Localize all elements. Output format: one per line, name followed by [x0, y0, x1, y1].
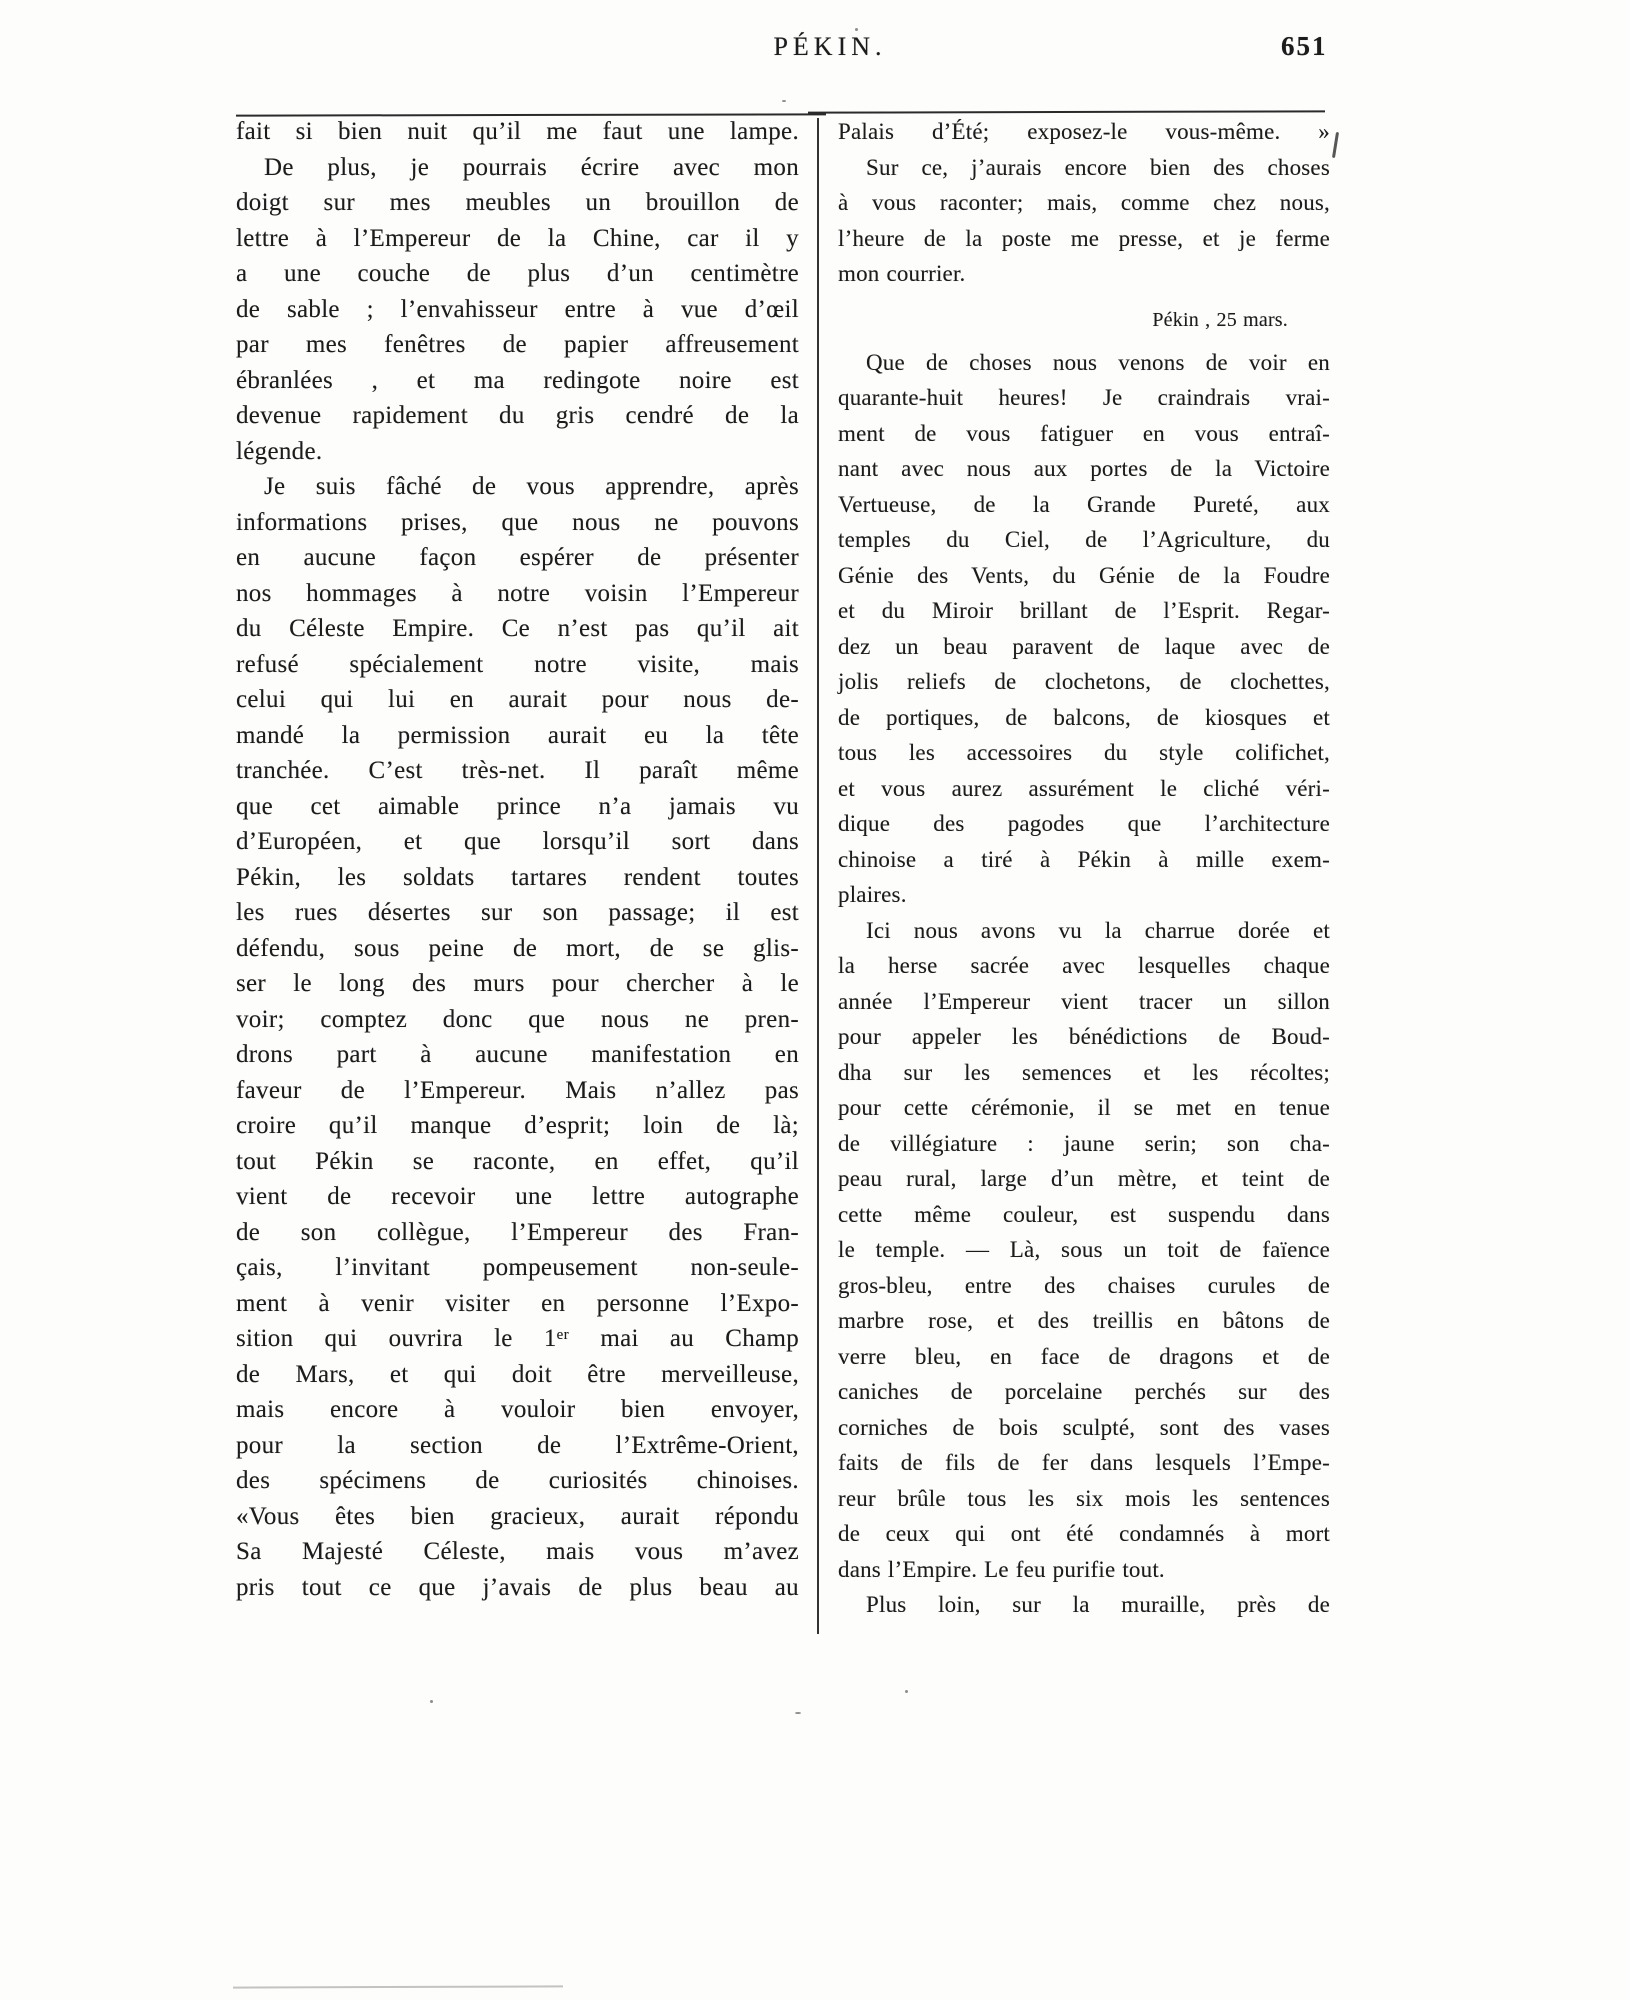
- text-line: Sa Majesté Céleste, mais vous m’avez: [236, 1538, 799, 1565]
- text-line: la herse sacrée avec lesquelles chaque: [838, 953, 1330, 978]
- text-line: peau rural, large d’un mètre, et teint de: [838, 1166, 1330, 1191]
- text-line: défendu, sous peine de mort, de se glis-: [236, 934, 799, 962]
- text-line: de Mars, et qui doit être merveilleuse,: [236, 1360, 799, 1388]
- text-line: en aucune façon espérer de présenter: [236, 544, 799, 571]
- text-line: devenue rapidement du gris cendré de la: [236, 402, 799, 429]
- text-line: nant avec nous aux portes de la Victoire: [838, 456, 1330, 481]
- text-line: caniches de porcelaine perchés sur des: [838, 1379, 1330, 1404]
- ink-speck: [795, 1712, 801, 1714]
- text-line: l’heure de la poste me presse, et je ferme: [838, 225, 1330, 251]
- text-line: dique des pagodes que l’architecture: [838, 811, 1330, 836]
- text-line: Palais d’Été; exposez-le vous-même. »: [838, 119, 1330, 144]
- text-line: drons part à aucune manifestation en: [236, 1041, 799, 1068]
- text-line: marbre rose, et des treillis en bâtons de: [838, 1308, 1330, 1333]
- text-line: de sable ; l’envahisseur entre à vue d’œil: [236, 295, 799, 323]
- text-line: sition qui ouvrira le 1ᵉʳ mai au Champ: [236, 1325, 799, 1352]
- scan-bottom-edge-mark: [233, 1985, 563, 1988]
- text-column-left: [236, 114, 799, 1605]
- ink-speck: [855, 28, 858, 31]
- text-line: celui qui lui en aurait pour nous de-: [236, 686, 799, 713]
- running-head-title: PÉKIN.: [773, 32, 887, 61]
- text-line: faits de fils de fer dans lesquels l’Empe-: [838, 1450, 1330, 1475]
- text-line: jolis reliefs de clochetons, de clochettes,: [838, 669, 1330, 694]
- text-line: de portiques, de balcons, de kiosques et: [838, 704, 1330, 730]
- text-line: le temple. — Là, sous un toit de faïence: [838, 1237, 1330, 1262]
- text-line: fait si bien nuit qu’il me faut une lampe.: [236, 118, 799, 145]
- text-line: ébranlées , et ma redingote noire est: [236, 366, 799, 394]
- text-line: voir; comptez donc que nous ne pren-: [236, 1005, 799, 1033]
- text-column-right: [838, 114, 1330, 1623]
- text-line: à vous raconter; mais, comme chez nous,: [838, 190, 1330, 215]
- text-line: corniches de bois sculpté, sont des vases: [838, 1414, 1330, 1440]
- text-line: du Céleste Empire. Ce n’est pas qu’il ait: [236, 615, 799, 642]
- text-line: refusé spécialement notre visite, mais: [236, 650, 799, 678]
- text-line: Pékin, les soldats tartares rendent toutes: [236, 863, 799, 891]
- text-line: Je suis fâché de vous apprendre, après: [264, 473, 799, 500]
- text-line: Vertueuse, de la Grande Pureté, aux: [838, 491, 1330, 517]
- text-line: de son collègue, l’Empereur des Fran-: [236, 1218, 799, 1246]
- text-line: mais encore à vouloir bien envoyer,: [236, 1396, 799, 1423]
- text-line: de villégiature : jaune serin; son cha-: [838, 1130, 1330, 1156]
- text-line: nos hommages à notre voisin l’Empereur: [236, 579, 799, 607]
- text-line: Génie des Vents, du Génie de la Foudre: [838, 562, 1330, 588]
- text-line: de ceux qui ont été condamnés à mort: [838, 1521, 1330, 1546]
- text-line: pour appeler les bénédictions de Boud-: [838, 1024, 1330, 1049]
- text-line: vient de recevoir une lettre autographe: [236, 1183, 799, 1210]
- text-line: ment à venir visiter en personne l’Expo-: [236, 1289, 799, 1317]
- text-line: les rues désertes sur son passage; il est: [236, 899, 799, 926]
- text-line: quarante-huit heures! Je craindrais vrai-: [838, 385, 1330, 410]
- text-line: dans l’Empire. Le feu purifie tout.: [838, 1556, 1165, 1582]
- text-line: reur brûle tous les six mois les sentences: [838, 1485, 1330, 1511]
- text-line: «Vous êtes bien gracieux, aurait répondu: [236, 1502, 799, 1530]
- text-line: De plus, je pourrais écrire avec mon: [264, 153, 799, 181]
- text-line: lettre à l’Empereur de la Chine, car il y: [236, 224, 799, 252]
- text-line: et du Miroir brillant de l’Esprit. Regar-: [838, 598, 1330, 623]
- text-line: Sur ce, j’aurais encore bien des choses: [866, 154, 1330, 180]
- text-line: dez un beau paravent de laque avec de: [838, 633, 1330, 659]
- text-line: cette même couleur, est suspendu dans: [838, 1201, 1330, 1227]
- text-line: pris tout ce que j’avais de plus beau au: [236, 1573, 799, 1601]
- page-number: 651: [1281, 31, 1328, 61]
- text-line: plaires.: [838, 882, 907, 907]
- text-line: Que de choses nous venons de voir en: [866, 349, 1330, 375]
- text-line: faveur de l’Empereur. Mais n’allez pas: [236, 1076, 799, 1104]
- text-line: çais, l’invitant pompeusement non-seule-: [236, 1254, 799, 1281]
- text-line: Ici nous avons vu la charrue dorée et: [866, 917, 1330, 943]
- text-line: chinoise a tiré à Pékin à mille exem-: [838, 846, 1330, 872]
- text-line: et vous aurez assurément le cliché véri-: [838, 775, 1330, 801]
- ink-artifact-mark: [1332, 132, 1339, 158]
- text-line: tous les accessoires du style colifichet,: [838, 740, 1330, 765]
- text-line: doigt sur mes meubles un brouillon de: [236, 189, 799, 216]
- text-line: dha sur les semences et les récoltes;: [838, 1059, 1330, 1085]
- text-line: informations prises, que nous ne pouvons: [236, 508, 799, 536]
- text-line: a une couche de plus d’un centimètre: [236, 260, 799, 287]
- ink-speck: [430, 1700, 433, 1703]
- text-line: pour la section de l’Extrême-Orient,: [236, 1431, 799, 1459]
- text-line: tranchée. C’est très-net. Il paraît même: [236, 757, 799, 784]
- ink-speck: [905, 1690, 908, 1693]
- text-line: verre bleu, en face de dragons et de: [838, 1343, 1330, 1369]
- ink-speck: [782, 100, 786, 102]
- text-line: mon courrier.: [838, 261, 966, 286]
- text-line: légende.: [236, 437, 323, 465]
- text-line: ser le long des murs pour chercher à le: [236, 970, 799, 997]
- text-line: des spécimens de curiosités chinoises.: [236, 1467, 799, 1494]
- text-line: temples du Ciel, de l’Agriculture, du: [838, 527, 1330, 552]
- text-line: mandé la permission aurait eu la tête: [236, 721, 799, 749]
- text-line: tout Pékin se raconte, en effet, qu’il: [236, 1147, 799, 1175]
- text-line: ment de vous fatiguer en vous entraî-: [838, 420, 1330, 446]
- text-line: par mes fenêtres de papier affreusement: [236, 331, 799, 358]
- column-divider-rule: [817, 118, 819, 1634]
- text-line: d’Européen, et que lorsqu’il sort dans: [236, 828, 799, 855]
- text-line: croire qu’il manque d’esprit; loin de là;: [236, 1112, 799, 1139]
- text-line: pour cette cérémonie, il se met en tenue: [838, 1095, 1330, 1120]
- dateline: Pékin , 25 mars.: [1152, 308, 1288, 331]
- text-line: année l’Empereur vient tracer un sillon: [838, 988, 1330, 1014]
- text-line: que cet aimable prince n’a jamais vu: [236, 792, 799, 820]
- text-line: Plus loin, sur la muraille, près de: [866, 1592, 1330, 1617]
- text-line: gros-bleu, entre des chaises curules de: [838, 1272, 1330, 1298]
